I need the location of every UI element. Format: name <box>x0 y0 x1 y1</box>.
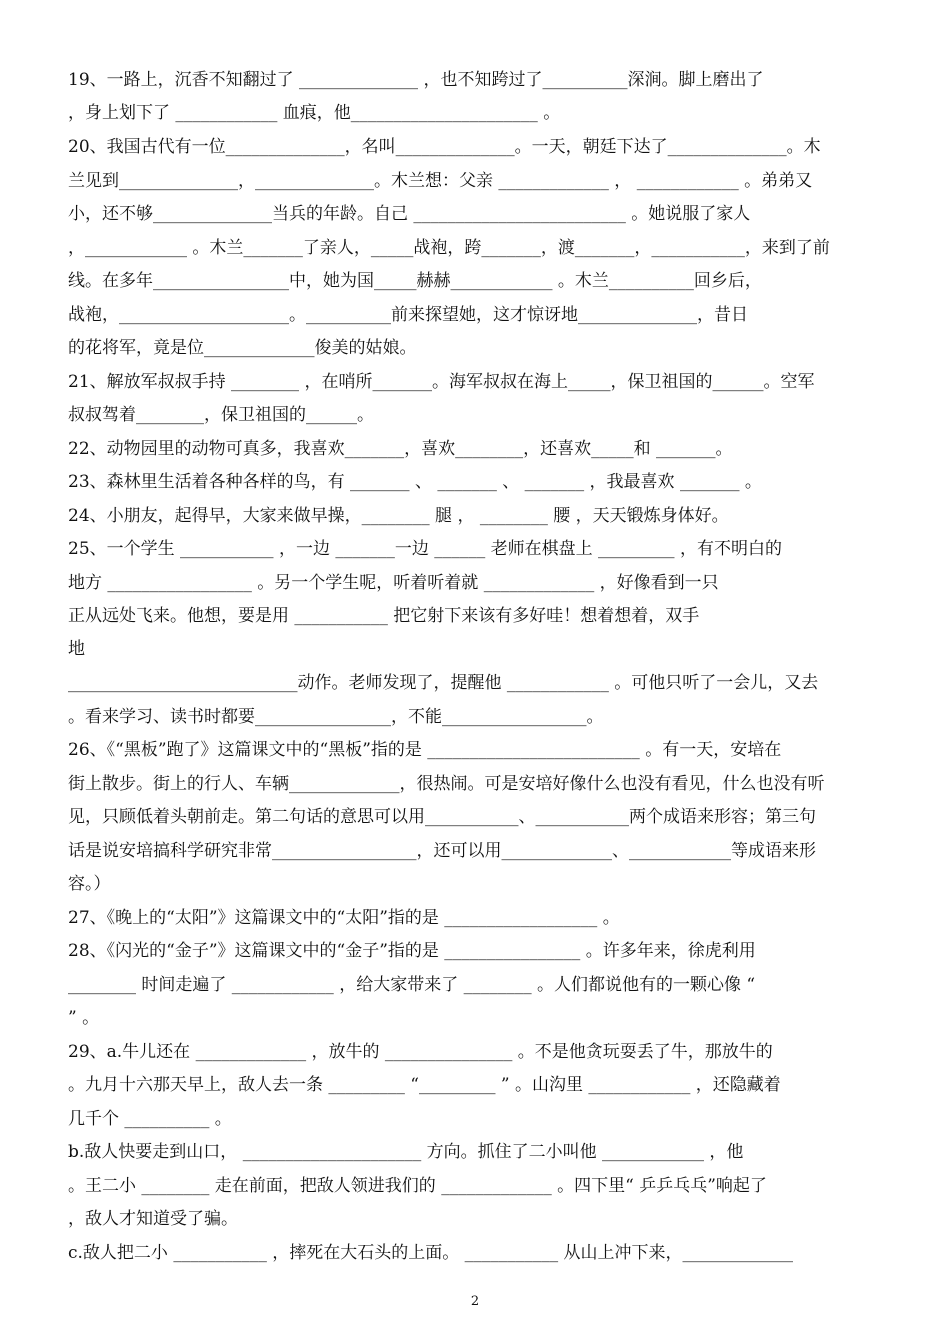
text-line: 话是说安培搞科学研究非常_________________，还可以用_____________、____________等成语来形 <box>68 841 816 861</box>
text-line: 地 <box>68 639 85 659</box>
text-line: 几千个 __________ 。 <box>68 1109 232 1129</box>
text-line: 22、动物园里的动物可真多，我喜欢_______，喜欢________，还喜欢_____和 _______。 <box>68 439 733 459</box>
text-line: 27、《晚上的“太阳”》这篇课文中的“太阳”指的是 __________________ 。 <box>68 908 620 928</box>
text-line: 20、我国古代有一位______________，名叫______________。一天，朝廷下达了______________。木 <box>68 137 821 157</box>
text-line: 的花将军，竟是位_____________俊美的姑娘。 <box>68 338 417 358</box>
text-line: 线。在多年________________中，她为国_____赫赫____________ 。木兰__________回乡后， <box>68 271 762 291</box>
text-line: 容。） <box>68 874 111 894</box>
text-line: ________ 时间走遍了 ____________ ，给大家带来了 ________ 。人们都说他有的一颗心像 “ <box>68 975 756 995</box>
text-line: 小，还不够______________当兵的年龄。自己 _________________________ 。她说服了家人 <box>68 204 751 224</box>
text-line: ，敌人才知道受了骗。 <box>68 1209 238 1229</box>
text-line: 23、森林里生活着各种各样的鸟，有 _______ 、 _______ 、 _______ ，我最喜欢 _______ 。 <box>68 472 762 492</box>
text-line: b.敌人快要走到山口， _____________________ 方向。抓住了二小叫他 ____________ ，他 <box>68 1142 744 1162</box>
text-line: 叔叔驾着________，保卫祖国的______。 <box>68 405 374 425</box>
text-line: 战袍，____________________。__________前来探望她，这才惊讶地______________，昔日 <box>68 305 748 325</box>
text-line: 24、小朋友，起得早，大家来做早操，________ 腿 ， ________ 腰 ，天天锻炼身体好。 <box>68 506 729 526</box>
text-line: 29、a.牛儿还在 _____________ ，放牛的 _______________ 。不是他贪玩耍丢了牛，那放牛的 <box>68 1042 773 1062</box>
text-line: 28、《闪光的“金子”》这篇课文中的“金子”指的是 ________________ 。许多年来，徐虎利用 <box>68 941 756 961</box>
page-number: 2 <box>470 1294 480 1309</box>
text-line: 街上散步。街上的行人、车辆_____________，很热闹。可是安培好像什么也没有看见，什么也没有听 <box>68 774 825 794</box>
text-line: 。王二小 ________ 走在前面，把敌人领进我们的 _____________ 。四下里“ 乒乒乓乓”响起了 <box>68 1176 767 1196</box>
text-line: ___________________________动作。老师发现了，提醒他 ____________ 。可他只听了一会儿，又去 <box>68 673 819 693</box>
text-line: 19、一路上，沉香不知翻过了 ______________ ，也不知跨过了__________深涧。脚上磨出了 <box>68 70 764 90</box>
text-line: 。看来学习、读书时都要________________，不能_________________。 <box>68 707 604 727</box>
text-line: 地方 _________________ 。另一个学生呢，听着听着就 _____________ ，好像看到一只 <box>68 573 719 593</box>
text-line: 25、一个学生 ___________ ，一边 _______一边 ______ 老师在棋盘上 _________ ，有不明白的 <box>68 539 782 559</box>
text-line: 21、解放军叔叔手持 ________ ，在哨所_______。海军叔叔在海上_____，保卫祖国的______。空军 <box>68 372 815 392</box>
text-line: 。九月十六那天早上，敌人去一条 _________ “_________ ” 。山沟里 ____________ ，还隐藏着 <box>68 1075 781 1095</box>
text-line: c.敌人把二小 ___________ ，摔死在大石头的上面。 ___________ 从山上冲下来，_____________ <box>68 1243 794 1263</box>
text-line: 正从远处飞来。他想，要是用 ___________ 把它射下来该有多好哇！想着想着，双手 <box>68 606 700 626</box>
text-line: 26、《“黑板”跑了》这篇课文中的“黑板”指的是 _________________________ 。有一天，安培在 <box>68 740 782 760</box>
text-line: 兰见到______________，______________。木兰想：父亲 _____________ ， ____________ 。弟弟又 <box>68 171 813 191</box>
text-line: ” 。 <box>68 1008 100 1028</box>
text-line: ，身上划下了 ____________ 血痕，他______________________ 。 <box>68 103 561 123</box>
text-line: 见，只顾低着头朝前走。第二句话的意思可以用___________、___________两个成语来形容；第三句 <box>68 807 816 827</box>
text-line: ，____________ 。木兰_______了亲人，_____战袍，跨_______，渡_______，___________，来到了前 <box>68 238 830 258</box>
